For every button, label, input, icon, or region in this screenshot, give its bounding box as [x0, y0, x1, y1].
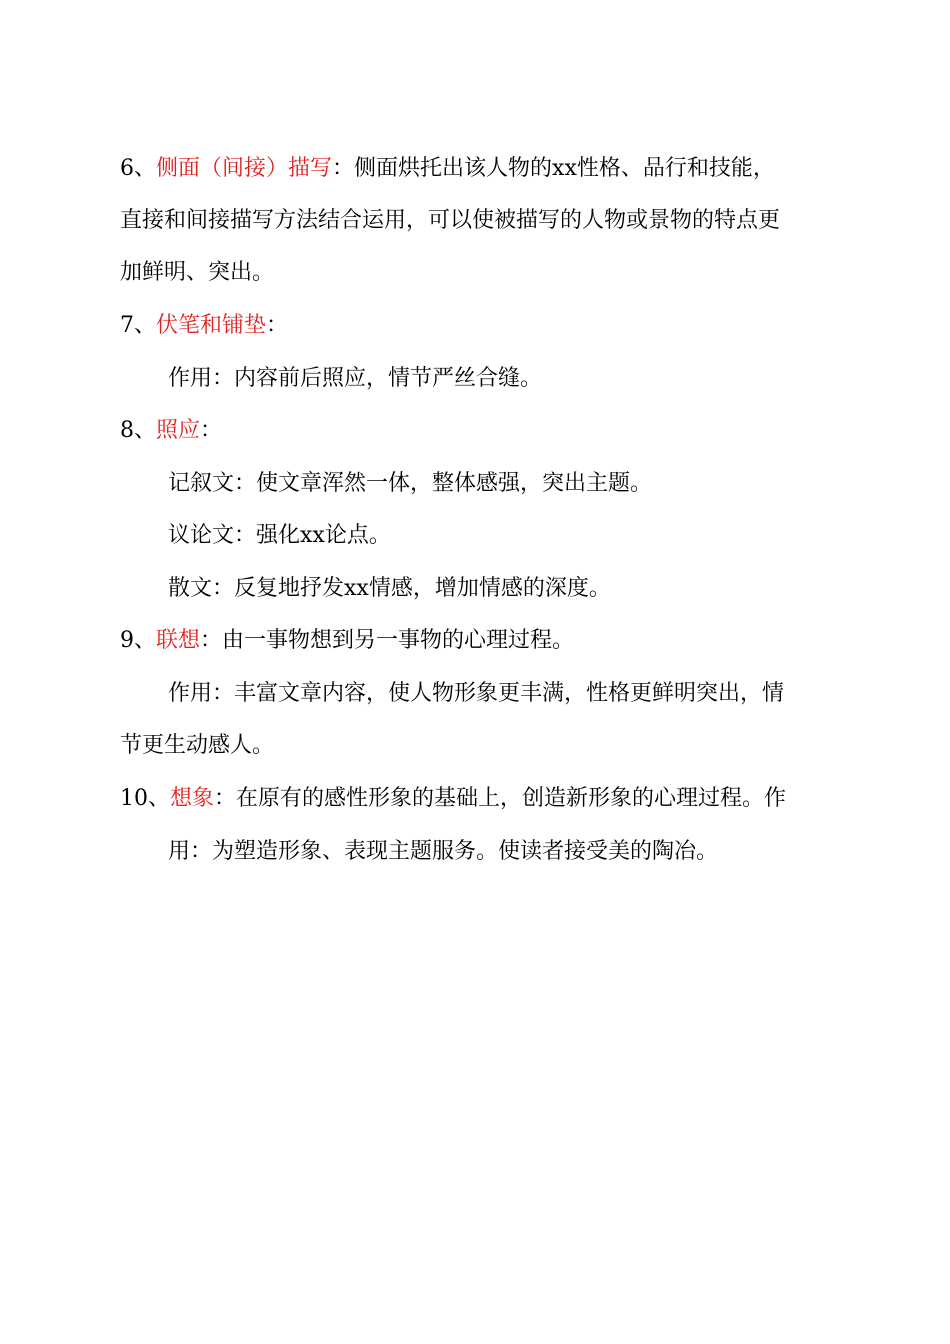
item-7-term: 伏笔和铺垫: [156, 313, 267, 338]
item-6-number: 6、: [120, 156, 156, 181]
item-9-effect-line-2: 节更生动感人。: [120, 733, 275, 758]
item-9-effect-line-1: 作用：丰富文章内容，使人物形象更丰满，性格更鲜明突出，情: [168, 681, 785, 706]
item-8-argumentative: 议论文：强化xx论点。: [168, 523, 391, 548]
item-9-heading-line: [120, 626, 574, 656]
item-8-number: 8、: [120, 418, 156, 443]
item-8-colon: ：: [200, 418, 223, 443]
item-8-heading-line: [120, 416, 222, 446]
item-8-term: 照应: [156, 418, 201, 443]
item-9-number: 9、: [120, 628, 156, 653]
item-7-number: 7、: [120, 313, 156, 338]
item-7-colon: ：: [266, 313, 289, 338]
item-10-text-line-2: 用：为塑造形象、表现主题服务。使读者接受美的陶冶。: [168, 839, 719, 864]
item-6-text: 侧面烘托出该人物的xx性格、品行和技能，: [354, 156, 775, 181]
item-10-colon: ：: [214, 786, 237, 811]
item-9-definition: 由一事物想到另一事物的心理过程。: [222, 628, 575, 653]
item-8-prose: 散文：反复地抒发xx情感，增加情感的深度。: [168, 576, 611, 601]
item-6-text-line-3: 加鲜明、突出。: [120, 260, 275, 285]
item-10-heading-line: [120, 784, 786, 814]
item-6-term: 侧面（间接）描写: [156, 156, 333, 181]
item-10-number: 10、: [120, 786, 170, 811]
item-8-narrative: 记叙文：使文章浑然一体，整体感强，突出主题。: [168, 471, 653, 496]
item-10-term: 想象: [170, 786, 215, 811]
item-7-effect: 作用：内容前后照应，情节严丝合缝。: [168, 366, 543, 391]
item-9-colon: ：: [200, 628, 223, 653]
item-6-text-line-2: 直接和间接描写方法结合运用，可以使被描写的人物或景物的特点更: [120, 208, 781, 233]
item-9-term: 联想: [156, 628, 201, 653]
item-6-heading-line: [120, 154, 775, 184]
item-10-text: 在原有的感性形象的基础上，创造新形象的心理过程。作: [236, 786, 787, 811]
item-7-heading-line: [120, 311, 288, 341]
item-6-colon: ：: [332, 156, 355, 181]
